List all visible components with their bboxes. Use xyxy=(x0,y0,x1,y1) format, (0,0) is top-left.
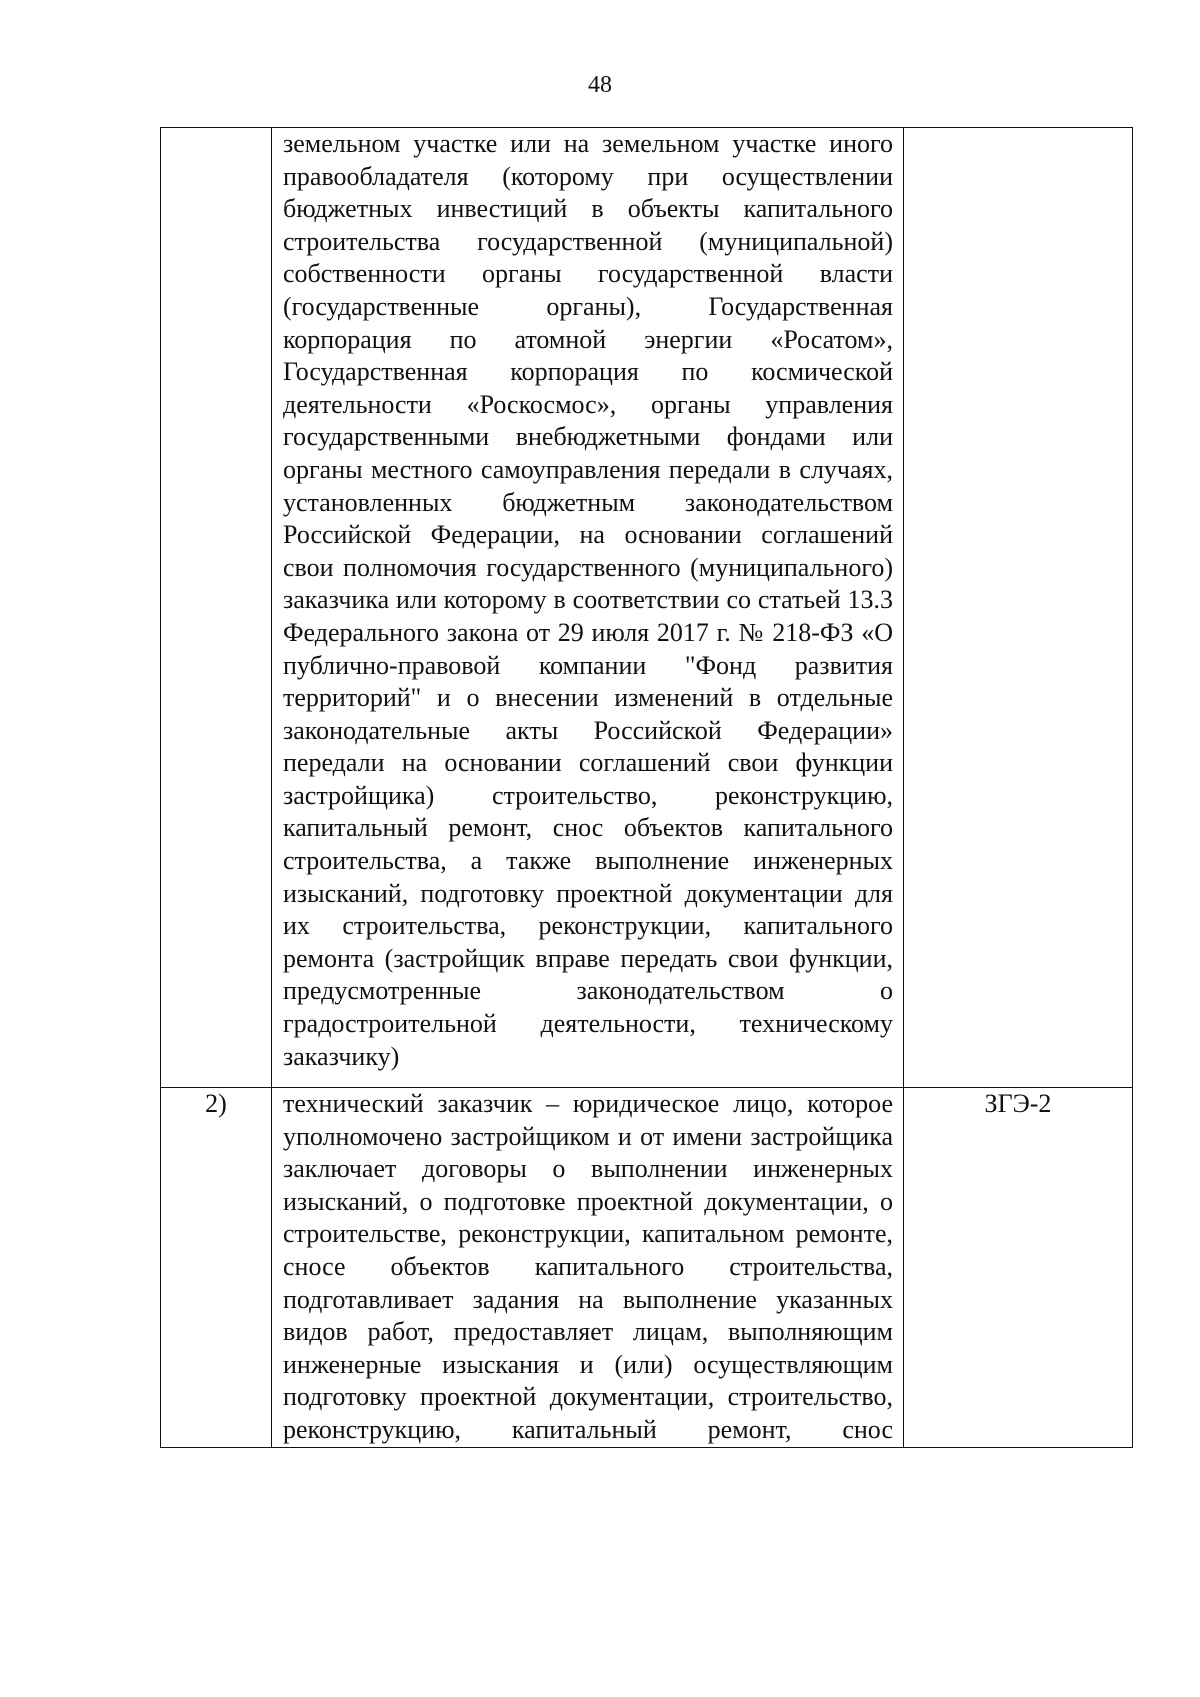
table-row xyxy=(161,1088,1133,1448)
definition-text: земельном участке или на земельном участке иного правообладателя (которому при осуществлении бюджетных инвестиций в объекты капитального строительства государственной (муниципальной) собственности органы государственной власти (государственные органы), Государственная корпорация по атомной энергии «Росатом», Государственная корпорация по космической деятельности «Роскосмос», органы управления государственными внебюджетными фондами или органы местного самоуправления передали в случаях, установленных бюджетным законодательством Российской Федерации, на основании соглашений свои полномочия государственного (муниципального) заказчика или которому в соответствии со статьей 13.3 Федерального закона от 29 июля 2017 г. № 218-ФЗ «О публично-правовой компании "Фонд развития территорий" и о внесении изменений в отдельные законодательные акты Российской Федерации» передали на основании соглашений свои функции застройщика) строительство, реконструкцию, капитальный ремонт, снос объектов капитального строительства, а также выполнение инженерных изысканий, подготовку проектной документации для их строительства, реконструкции, капитального ремонта (застройщик вправе передать свои функции, предусмотренные законодательством о градостроительной деятельности, техническому заказчику) xyxy=(283,129,893,1071)
row-code-cell xyxy=(904,128,1133,1088)
definitions-table xyxy=(160,127,1133,1448)
table-row xyxy=(161,128,1133,1088)
row-text-cell xyxy=(272,128,904,1088)
row-code-cell: ЗГЭ-2 xyxy=(904,1088,1133,1448)
row-text-cell xyxy=(272,1088,904,1448)
row-number-cell xyxy=(161,128,272,1088)
definition-text: технический заказчик – юридическое лицо, которое уполномочено застройщиком и от имени застройщика заключает договоры о выполнении инженерных изысканий, о подготовке проектной документации, о строительстве, реконструкции, капитальном ремонте, сносе объектов капитального строительства, подготавливает задания на выполнение указанных видов работ, предоставляет лицам, выполняющим инженерные изыскания и (или) осуществляющим подготовку проектной документации, строительство, реконструкцию, капитальный ремонт, снос xyxy=(283,1089,893,1444)
row-number-cell: 2) xyxy=(161,1088,272,1448)
page-number: 48 xyxy=(588,72,612,98)
